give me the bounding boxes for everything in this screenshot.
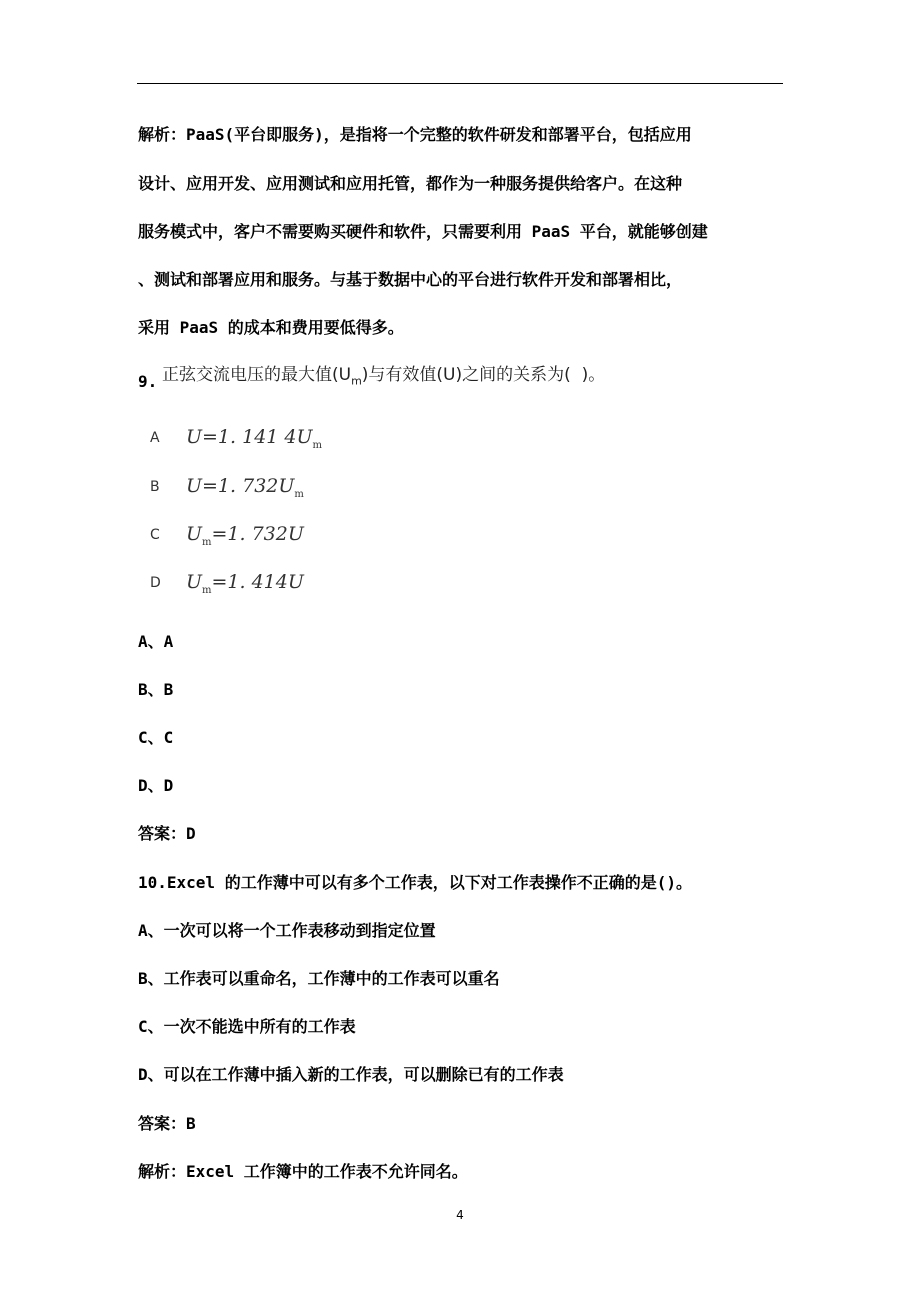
choice-c: C、一次不能选中所有的工作表 [138, 1017, 356, 1036]
option-letter: A [150, 430, 160, 446]
analysis-line: 解析：PaaS(平台即服务)，是指将一个完整的软件研发和部署平台，包括应用 [138, 125, 692, 144]
choice-b: B、工作表可以重命名，工作薄中的工作表可以重名 [138, 969, 500, 988]
formula-option [150, 521, 304, 549]
analysis-line: 、测试和部署应用和服务。与基于数据中心的平台进行软件开发和部署相比， [138, 270, 683, 289]
option-letter: C [150, 527, 160, 543]
answer: 答案：B [138, 1114, 196, 1133]
choice-d: D、可以在工作薄中插入新的工作表，可以删除已有的工作表 [138, 1065, 564, 1084]
formula: $U_m=1$. 414U [186, 570, 304, 596]
analysis-line: 设计、应用开发、应用测试和应用托管，都作为一种服务提供给客户。在这种 [138, 174, 683, 193]
question-stem: 10.Excel 的工作薄中可以有多个工作表，以下对工作表操作不正确的是()。 [138, 873, 692, 892]
choice-d: D、D [138, 776, 174, 795]
analysis-line: 采用 PaaS 的成本和费用要低得多。 [138, 318, 404, 337]
formula-option [150, 473, 304, 501]
formula: U=1. $732U_m$ [186, 474, 304, 500]
option-letter: D [150, 575, 161, 591]
formula: $U_m=1$. 732U [186, 522, 304, 548]
choice-a: A、一次可以将一个工作表移动到指定位置 [138, 921, 436, 940]
option-letter: B [150, 479, 160, 495]
formula-option [150, 424, 322, 452]
analysis-line: 解析：Excel 工作簿中的工作表不允许同名。 [138, 1162, 468, 1181]
question-number: 9. [138, 372, 158, 391]
question-stem: 正弦交流电压的最大值$(U_m)$与有效值(U)之间的关系为( )。 [162, 365, 606, 388]
formula-option [150, 569, 304, 597]
choice-c: C、C [138, 728, 174, 747]
page-number: 4 [456, 1208, 464, 1222]
analysis-line: 服务模式中，客户不需要购买硬件和软件，只需要利用 PaaS 平台，就能够创建 [138, 222, 708, 241]
choice-b: B、B [138, 680, 174, 699]
formula: U=1. 141 $4U_m$ [186, 425, 322, 451]
answer: 答案：D [138, 824, 196, 843]
header-rule [137, 83, 783, 84]
choice-a: A、A [138, 632, 174, 651]
